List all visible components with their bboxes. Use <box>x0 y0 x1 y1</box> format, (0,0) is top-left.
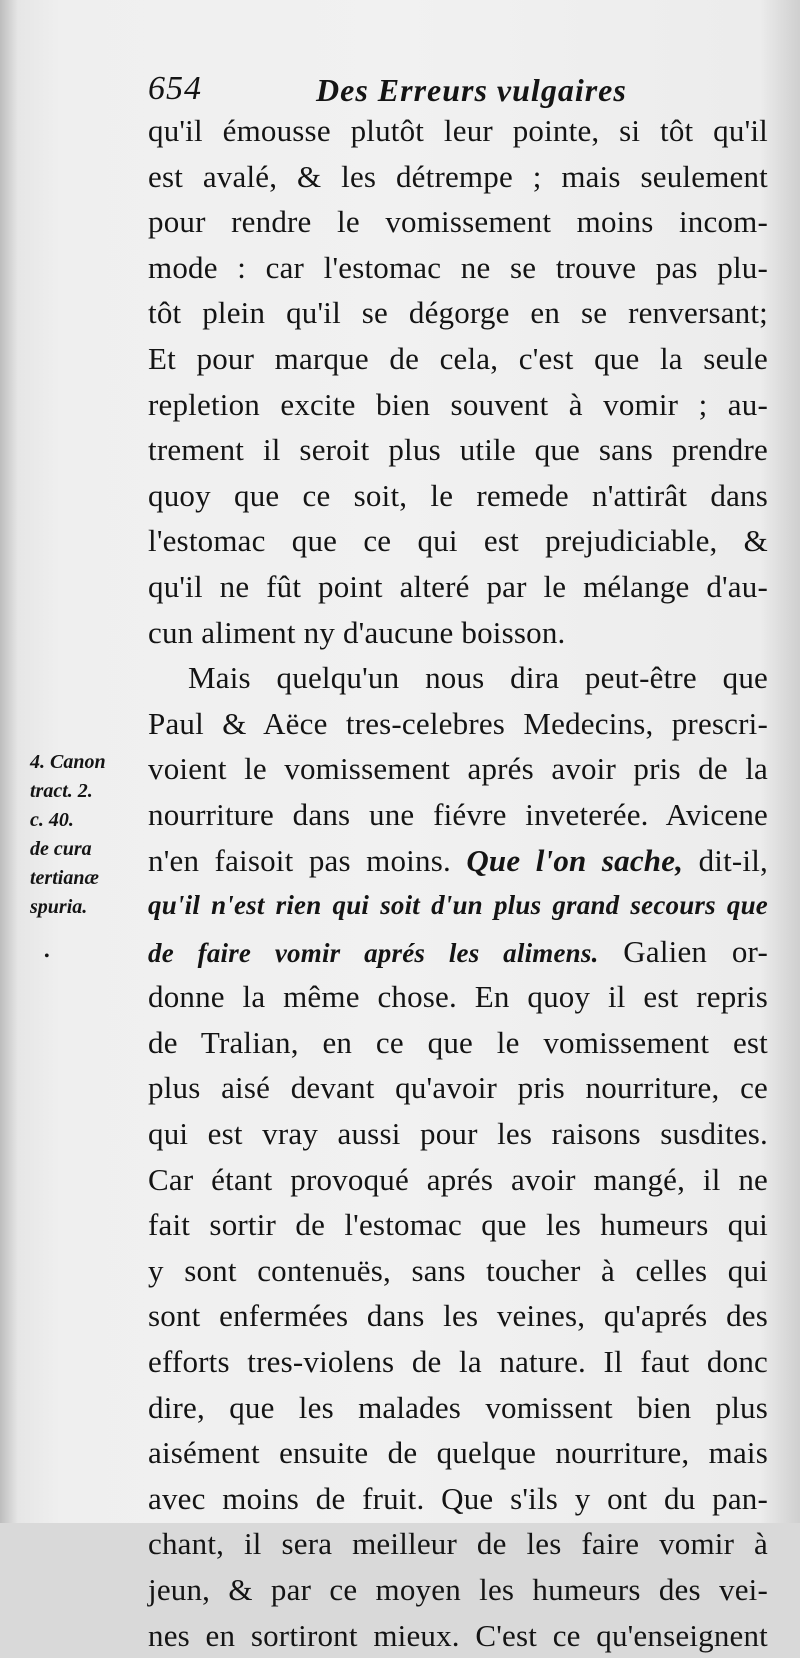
text-line: tôt plein qu'il se dégorge en se renversant; <box>148 295 768 331</box>
text-line: plus aisé devant qu'avoir pris nourriture, ce <box>148 1070 768 1106</box>
text-line: qui est vray aussi pour les raisons susdites. <box>148 1116 768 1152</box>
margin-note-line: c. 40. <box>30 809 74 831</box>
text-line: donne la même chose. En quoy il est repris <box>148 979 768 1015</box>
text-line: chant, il sera meilleur de les faire vomir à <box>148 1526 768 1562</box>
text-line: sont enfermées dans les veines, qu'aprés des <box>148 1298 768 1334</box>
text-line: quoy que ce soit, le remede n'attirât dans <box>148 477 768 513</box>
paragraph-start-line: Mais quelqu'un nous dira peut-être que <box>188 660 768 696</box>
text-line: Et pour marque de cela, c'est que la seule <box>148 340 768 376</box>
text-line: repletion excite bien souvent à vomir ; au- <box>148 386 768 422</box>
text-line-with-quote <box>148 929 768 975</box>
margin-note-line: spuria. <box>30 896 88 918</box>
text-line: mode : car l'estomac ne se trouve pas plu- <box>148 249 768 285</box>
text-line: cun aliment ny d'aucune boisson. <box>148 614 566 650</box>
text-line-with-quote <box>148 838 768 884</box>
text-line: de Tralian, en ce que le vomissement est <box>148 1024 768 1060</box>
margin-note-line: tertianæ <box>30 867 99 889</box>
text-line: jeun, & par ce moyen les humeurs des vei- <box>148 1572 768 1607</box>
margin-note-line: de cura <box>30 838 92 860</box>
text-line: nes en sortiront mieux. C'est ce qu'enseignent <box>148 1617 768 1653</box>
text-line: est avalé, & les détrempe ; mais seulement <box>148 158 768 194</box>
ink-speck: • <box>44 948 50 965</box>
text-segment: Galien or- <box>623 933 768 969</box>
italic-quotation: de faire vomir aprés les alimens. <box>148 937 599 968</box>
text-line: l'estomac que ce qui est prejudiciable, & <box>148 523 768 559</box>
text-segment: n'en faisoit pas moins. <box>148 842 451 878</box>
text-line: avec moins de fruit. Que s'ils y ont du pan- <box>148 1480 768 1516</box>
marginal-citation <box>30 748 142 922</box>
text-line: aisément ensuite de quelque nourriture, mais <box>148 1435 768 1471</box>
text-line: trement il seroit plus utile que sans prendre <box>148 432 768 468</box>
running-title: Des Erreurs vulgaires <box>316 72 627 108</box>
text-line: qu'il émousse plutôt leur pointe, si tôt qu'il <box>148 113 768 148</box>
text-line: qu'il ne fût point alteré par le mélange d'au- <box>148 568 768 604</box>
text-line: Car étant provoqué aprés avoir mangé, il ne <box>148 1161 768 1197</box>
text-line: pour rendre le vomissement moins incom- <box>148 204 768 240</box>
text-line: nourriture dans une fiévre inveterée. Avicene <box>148 796 768 832</box>
margin-note-line: 4. Canon <box>30 751 106 773</box>
text-line: efforts tres-violens de la nature. Il faut donc <box>148 1344 768 1380</box>
body-text <box>148 108 768 1658</box>
italic-quotation-line: qu'il n'est rien qui soit d'un plus grand secours que <box>148 890 768 921</box>
text-line: fait sortir de l'estomac que les humeurs qui <box>148 1207 768 1243</box>
text-line: voient le vomissement aprés avoir pris de la <box>148 751 768 787</box>
page-number: 654 <box>148 70 202 107</box>
italic-quotation: Que l'on sache, <box>466 842 684 878</box>
text-line: y sont contenuës, sans toucher à celles qui <box>148 1252 768 1288</box>
margin-note-line: tract. 2. <box>30 780 93 802</box>
text-line: dire, que les malades vomissent bien plus <box>148 1389 768 1425</box>
text-segment: dit-il, <box>698 842 768 878</box>
text-line: Paul & Aëce tres-celebres Medecins, prescri- <box>148 705 768 741</box>
